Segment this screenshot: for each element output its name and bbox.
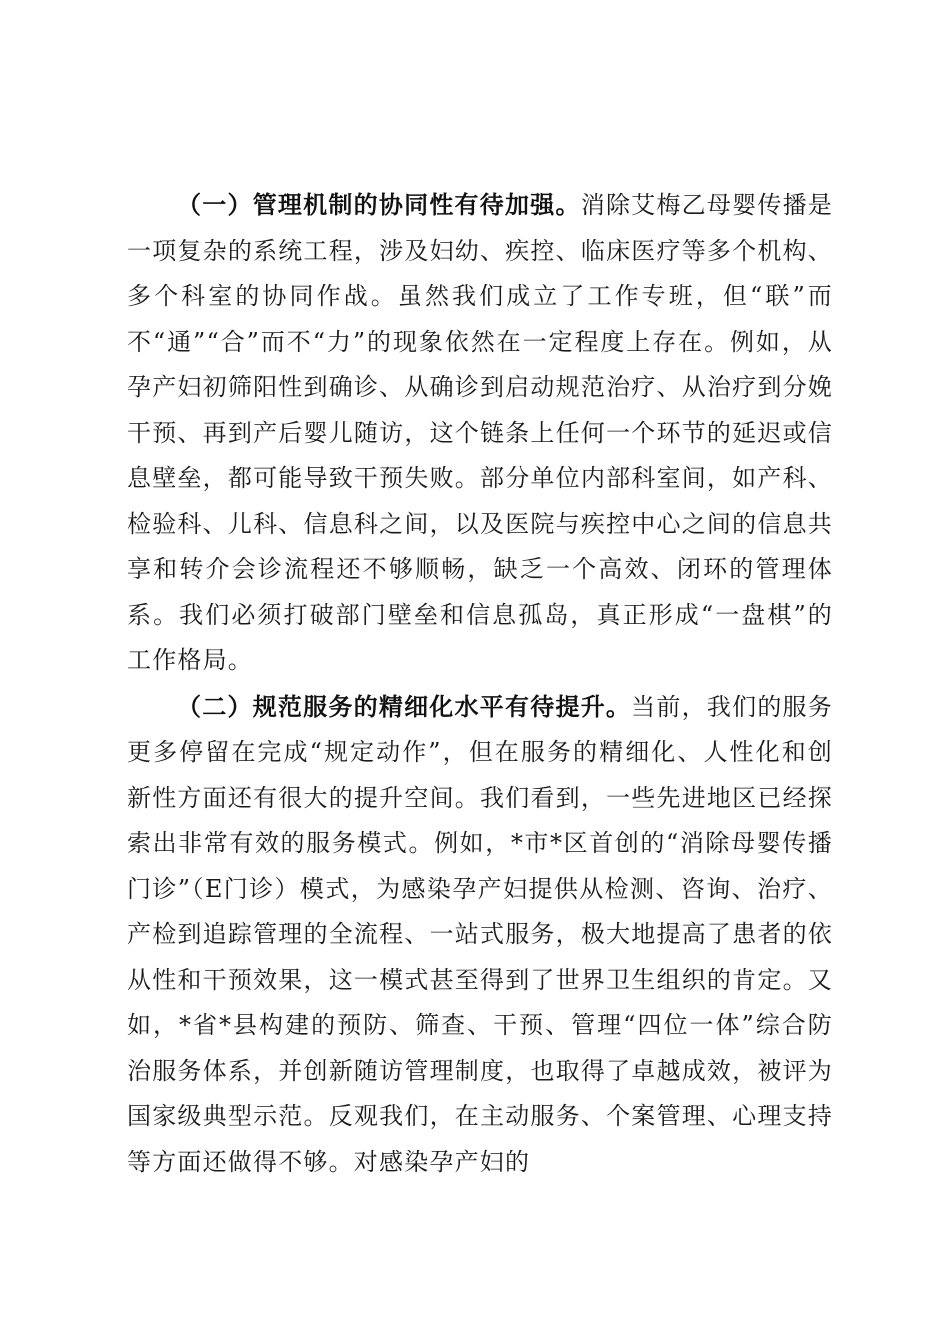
paragraph-1-heading: （一）管理机制的协同性有待加强。 [177, 190, 581, 219]
paragraph-1-text: 消除艾梅乙母婴传播是一项复杂的系统工程，涉及妇幼、疾控、临床医疗等多个机构、多个科室的协同作战。虽然我们成立了工作专班，但“联”而不“通”“合”而不“力”的现象依然在一定程度上存在。例如，从孕产妇初筛阳性到确诊、从确诊到启动规范治疗、从治疗到分娩干预、再到产后婴儿随访，这个链条上任何一个环节的延迟或信息壁垒，都可能导致干预失败。部分单位内部科室间，如产科、检验科、儿科、信息科之间，以及医院与疾控中心之间的信息共享和转介会诊流程还不够顺畅，缺乏一个高效、闭环的管理体系。我们必须打破部门壁垒和信息孤岛，真正形成“一盘棋”的工作格局。 [127, 191, 834, 674]
paragraph-1 [127, 182, 833, 684]
paragraph-2-text: 当前，我们的服务更多停留在完成“规定动作”，但在服务的精细化、人性化和创新性方面还有很大的提升空间。我们看到，一些先进地区已经探索出非常有效的服务模式。例如，*市*区首创的“消除母婴传播门诊”（E门诊）模式，为感染孕产妇提供从检测、咨询、治疗、产检到追踪管理的全流程、一站式服务，极大地提高了患者的依从性和干预效果，这一模式甚至得到了世界卫生组织的肯定。又如，*省*县构建的预防、筛查、干预、管理“四位一体”综合防治服务体系，并创新随访管理制度，也取得了卓越成效，被评为国家级典型示范。反观我们，在主动服务、个案管理、心理支持等方面还做得不够。对感染孕产妇的 [127, 692, 833, 1176]
paragraph-2-heading: （二）规范服务的精细化水平有待提升。 [177, 691, 632, 721]
paragraph-2 [127, 684, 833, 1186]
document-body [127, 182, 833, 1185]
